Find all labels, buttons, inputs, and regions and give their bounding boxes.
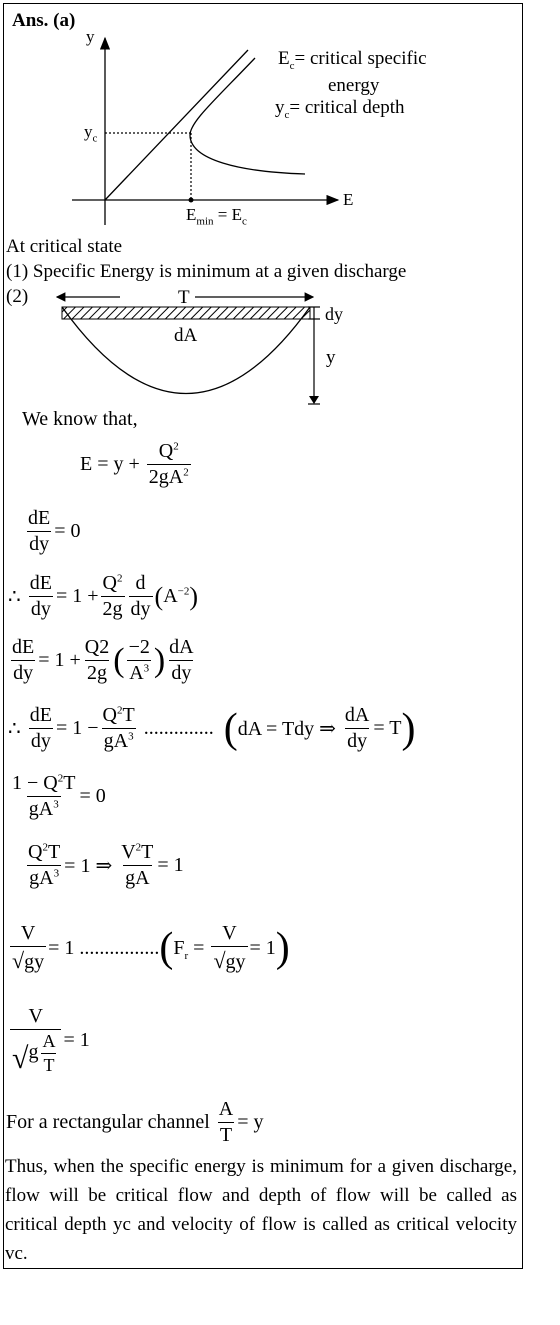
conclusion-paragraph: Thus, when the specific energy is minimum for a given discharge, flow will be critical flow and depth of flow will be called as critical depth yc and velocity of flow is called as critical velocity vc. bbox=[5, 1156, 517, 1264]
emin-label: $E_{min} = E_c$ bbox=[186, 205, 247, 228]
we-know-text: We know that, bbox=[22, 408, 138, 430]
depth-arrowhead bbox=[309, 396, 319, 404]
depth-label: y bbox=[326, 347, 336, 368]
equation-froude-3: V √g $\frac{A}{T}$ = 1 bbox=[12, 1005, 90, 1075]
rectangular-channel-line: For a rectangular channel $\frac{A}{T}$ = y bbox=[6, 1098, 264, 1146]
specific-energy-graph bbox=[0, 0, 560, 240]
e-axis-label: E bbox=[343, 190, 354, 209]
equation-froude-1: $\frac{Q^2T}{gA^3}$ = 1 ⇒ $\frac{V^2T}{gA}$ = 1 bbox=[28, 841, 184, 889]
equation-zero: $\frac{1 - Q^2T}{gA^3}$ = 0 bbox=[12, 772, 106, 820]
answer-label: Ans. (a) bbox=[12, 10, 76, 31]
critical-state-heading: At critical state bbox=[6, 236, 123, 257]
y-axis-label: y bbox=[86, 27, 95, 46]
equation-froude-2: $\frac{V}{√gy}$ = 1 ................ ( $F_r$ = $\frac{V}{√gy}$ = 1 ) bbox=[12, 922, 290, 973]
energy-equation: E = y + $\frac{Q^2}{2gA^2}$ bbox=[80, 440, 189, 488]
equation-derivative-1: ∴ $\frac{dE}{dy}$ = 1 + $\frac{Q^2}{2g}$ $\frac{d}{dy}$ ( $A^{-2}$ ) bbox=[8, 572, 199, 620]
equation-de-dy-zero: $\frac{dE}{dy}$ = 0 bbox=[28, 507, 81, 555]
point-two-label: (2) bbox=[6, 286, 29, 307]
legend-ec: $E_c=$ critical specific bbox=[278, 48, 427, 72]
equation-derivative-2: $\frac{dE}{dy}$ = 1 + $\frac{Q2}{2g}$ ( $\frac{-2}{A^3}$ ) $\frac{dA}{dy}$ bbox=[12, 636, 194, 684]
equal-energy-line bbox=[105, 50, 248, 200]
emin-point bbox=[189, 198, 194, 203]
da-label: dA bbox=[174, 325, 198, 346]
equation-derivative-3: ∴ $\frac{dE}{dy}$ = 1 − $\frac{Q^2T}{gA^3}$ .............. ( dA = Tdy ⇒ $\frac{dA}{dy}$ = T ) bbox=[8, 704, 416, 752]
point-one: (1) Specific Energy is minimum at a given discharge bbox=[6, 261, 407, 282]
legend-yc: $y_c=$ critical depth bbox=[275, 97, 405, 121]
legend-energy: energy bbox=[328, 75, 380, 96]
top-width-label: T bbox=[178, 287, 190, 308]
channel-bed bbox=[62, 307, 310, 394]
dy-label: dy bbox=[325, 304, 343, 324]
channel-section-diagram bbox=[0, 280, 560, 410]
yc-tick-label: $y_c$ bbox=[84, 122, 98, 145]
